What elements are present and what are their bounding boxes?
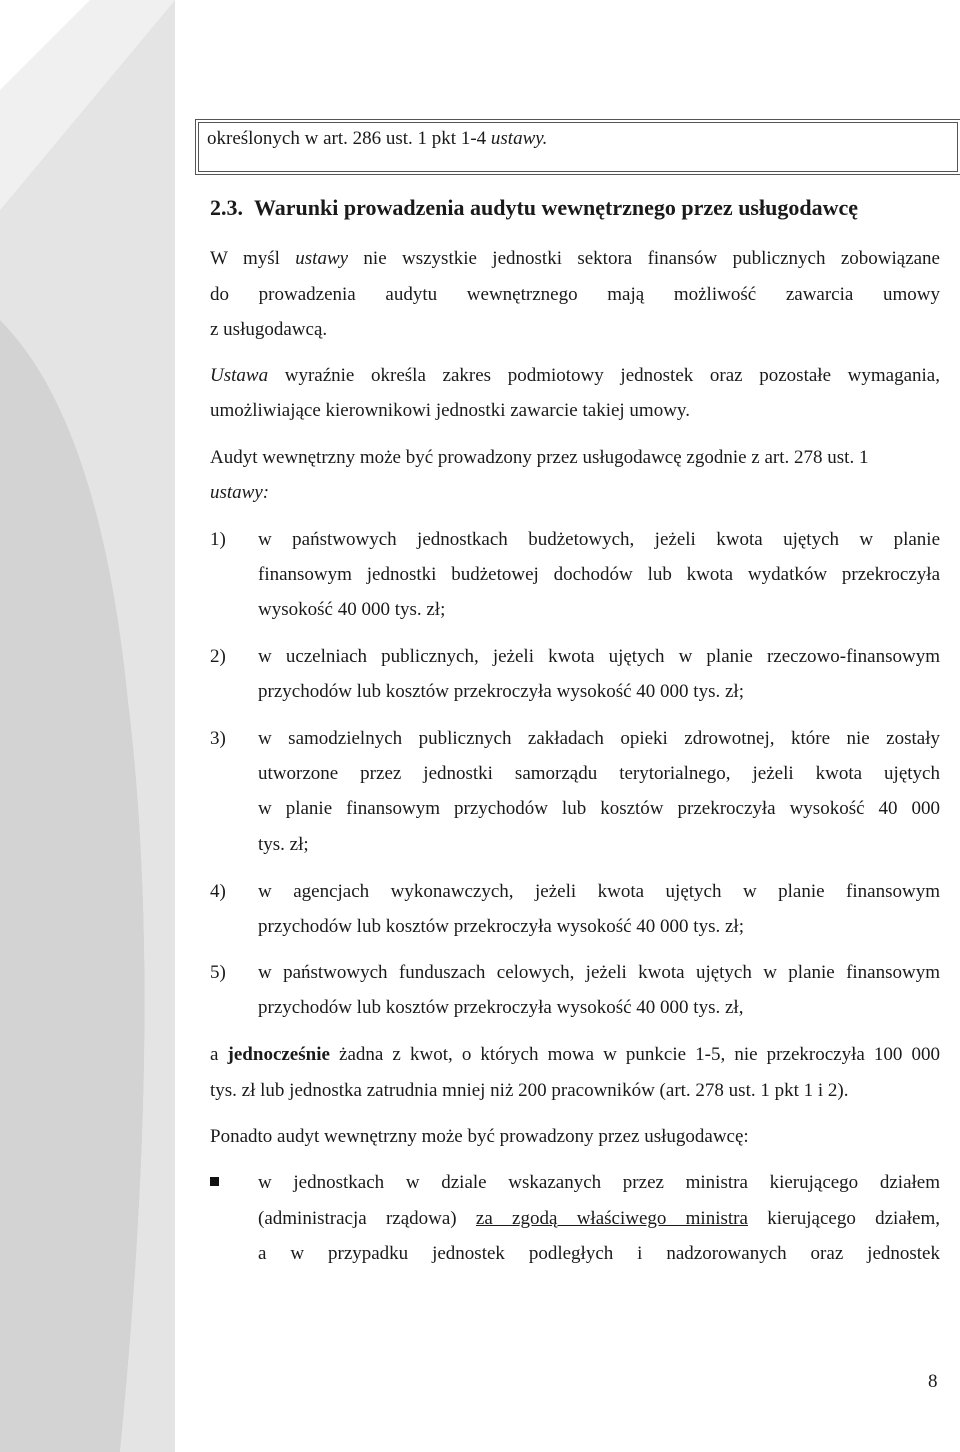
list-item-line: przychodów lub kosztów przekroczyła wysokość 40 000 tys. zł; [258, 681, 744, 702]
para3-line1: Audyt wewnętrzny może być prowadzony przez usługodawcę zgodnie z art. 278 ust. 1 [210, 447, 869, 468]
list-item-line: w uczelniach publicznych, jeżeli kwota ujętych w planie rzeczowo-finansowym [258, 646, 940, 667]
list-item-line: przychodów lub kosztów przekroczyła wysokość 40 000 tys. zł, [258, 997, 744, 1018]
list-item-line: w samodzielnych publicznych zakładach opieki zdrowotnej, które nie zostały [258, 728, 940, 749]
para1-line2: do prowadzenia audytu wewnętrznego mają możliwość zawarcia umowy [210, 284, 940, 305]
list-item-line: tys. zł; [258, 834, 309, 855]
list-item-line: utworzone przez jednostki samorządu terytorialnego, jeżeli kwota ujętych [258, 763, 940, 784]
section-heading: 2.3. Warunki prowadzenia audytu wewnętrznego przez usługodawcę [210, 195, 858, 220]
continuation-text: określonych w art. 286 ust. 1 pkt 1-4 ustawy. [207, 128, 548, 149]
square-bullet-icon [210, 1177, 219, 1186]
list-item-line: w państwowych jednostkach budżetowych, jeżeli kwota ujętych w planie [258, 529, 940, 550]
list-item-number: 1) [210, 529, 226, 550]
bullet-line1: w jednostkach w dziale wskazanych przez ministra kierującego działem [258, 1172, 940, 1193]
para2-line1: Ustawa wyraźnie określa zakres podmiotowy jednostek oraz pozostałe wymagania, [210, 365, 940, 386]
list-item-line: w państwowych funduszach celowych, jeżeli kwota ujętych w planie finansowym [258, 962, 940, 983]
continuation-box [198, 122, 958, 172]
list-item-line: finansowym jednostki budżetowej dochodów lub kwota wydatków przekroczyła [258, 564, 940, 585]
bullet-line3: a w przypadku jednostek podległych i nadzorowanych oraz jednostek [258, 1243, 940, 1264]
list-item-number: 3) [210, 728, 226, 749]
para1-line3: z usługodawcą. [210, 319, 328, 340]
para4-line2: tys. zł lub jednostka zatrudnia mniej niż 200 pracowników (art. 278 ust. 1 pkt 1 i 2). [210, 1080, 849, 1101]
para4-line1: a jednocześnie żadna z kwot, o których mowa w punkcie 1-5, nie przekroczyła 100 000 [210, 1044, 940, 1065]
para1-line1: W myśl ustawy nie wszystkie jednostki sektora finansów publicznych zobowiązane [210, 248, 940, 269]
list-item-line: wysokość 40 000 tys. zł; [258, 599, 446, 620]
para5-line1: Ponadto audyt wewnętrzny może być prowadzony przez usługodawcę: [210, 1126, 749, 1147]
list-item-number: 5) [210, 962, 226, 983]
page-number: 8 [928, 1371, 938, 1392]
bullet-line2: (administracja rządowa) za zgodą właściwego ministra kierującego działem, [258, 1208, 940, 1229]
list-item-number: 2) [210, 646, 226, 667]
list-item-line: w agencjach wykonawczych, jeżeli kwota ujętych w planie finansowym [258, 881, 940, 902]
list-item-number: 4) [210, 881, 226, 902]
list-item-line: przychodów lub kosztów przekroczyła wysokość 40 000 tys. zł; [258, 916, 744, 937]
list-item-line: w planie finansowym przychodów lub kosztów przekroczyła wysokość 40 000 [258, 798, 940, 819]
para3-line2: ustawy: [210, 482, 270, 503]
para2-line2: umożliwiające kierownikowi jednostki zawarcie takiej umowy. [210, 400, 690, 421]
